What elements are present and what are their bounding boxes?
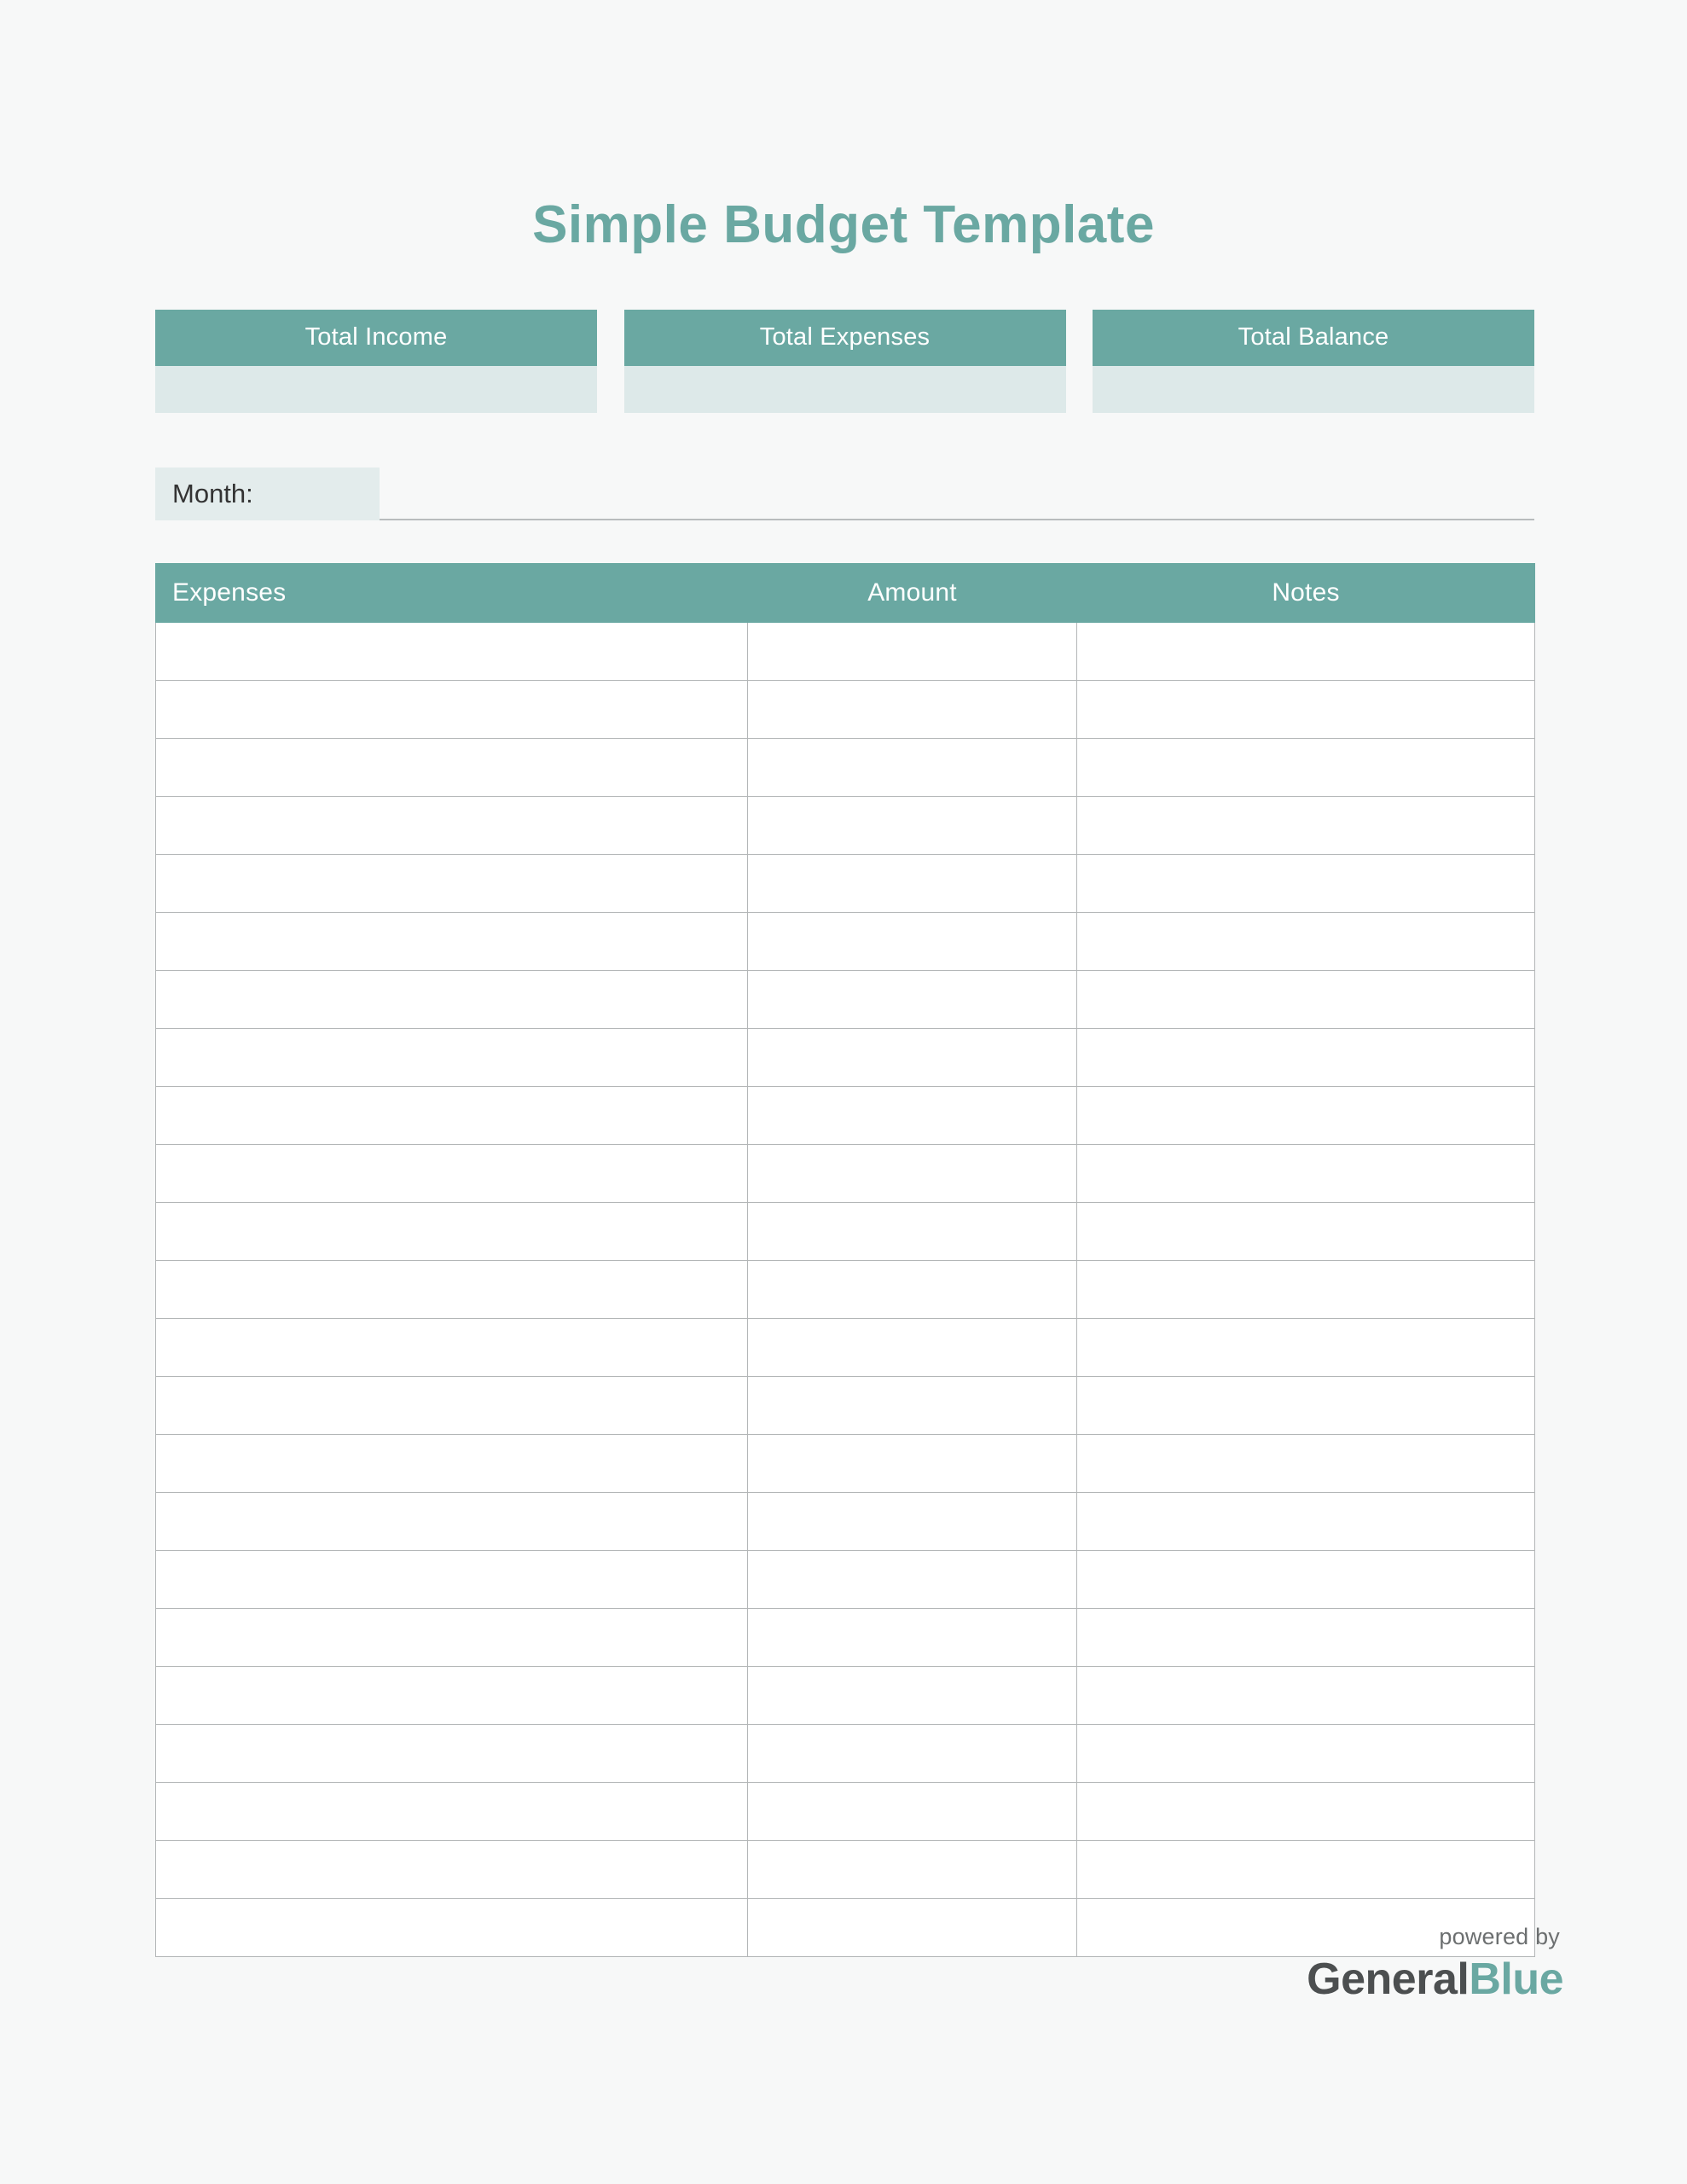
cell-amount[interactable]: [748, 1203, 1077, 1261]
cell-expenses[interactable]: [156, 1087, 748, 1145]
cell-expenses[interactable]: [156, 739, 748, 797]
month-label: Month:: [155, 468, 380, 520]
page-title: Simple Budget Template: [532, 195, 1155, 254]
cell-notes[interactable]: [1077, 1667, 1535, 1725]
cell-expenses[interactable]: [156, 1725, 748, 1783]
total-expenses-value[interactable]: [624, 366, 1066, 413]
cell-expenses[interactable]: [156, 681, 748, 739]
cell-notes[interactable]: [1077, 913, 1535, 971]
cell-expenses[interactable]: [156, 855, 748, 913]
cell-notes[interactable]: [1077, 1435, 1535, 1493]
cell-notes[interactable]: [1077, 739, 1535, 797]
cell-notes[interactable]: [1077, 1377, 1535, 1435]
table-row: [156, 1261, 1535, 1319]
cell-expenses[interactable]: [156, 1261, 748, 1319]
cell-notes[interactable]: [1077, 971, 1535, 1029]
cell-amount[interactable]: [748, 971, 1077, 1029]
table-row: [156, 1841, 1535, 1899]
cell-expenses[interactable]: [156, 1841, 748, 1899]
table-header-row: [156, 564, 1535, 623]
cell-notes[interactable]: [1077, 623, 1535, 681]
table-row: [156, 1493, 1535, 1551]
table-row: [156, 855, 1535, 913]
powered-by-label: powered by: [1439, 1924, 1560, 1949]
cell-amount[interactable]: [748, 1609, 1077, 1667]
cell-notes[interactable]: [1077, 1319, 1535, 1377]
cell-amount[interactable]: [748, 623, 1077, 681]
cell-expenses[interactable]: [156, 1145, 748, 1203]
cell-amount[interactable]: [748, 1029, 1077, 1087]
summary-section: [155, 310, 1534, 413]
cell-expenses[interactable]: [156, 1551, 748, 1609]
cell-amount[interactable]: [748, 1493, 1077, 1551]
cell-amount[interactable]: [748, 1899, 1077, 1957]
table-row: [156, 1087, 1535, 1145]
cell-amount[interactable]: [748, 1087, 1077, 1145]
summary-card-total-balance: [1093, 310, 1534, 413]
table-row: [156, 797, 1535, 855]
cell-amount[interactable]: [748, 855, 1077, 913]
footer-logo: [1307, 1924, 1563, 2005]
cell-expenses[interactable]: [156, 1435, 748, 1493]
cell-notes[interactable]: [1077, 1609, 1535, 1667]
cell-amount[interactable]: [748, 1145, 1077, 1203]
cell-expenses[interactable]: [156, 1609, 748, 1667]
cell-notes[interactable]: [1077, 1783, 1535, 1841]
cell-notes[interactable]: [1077, 1551, 1535, 1609]
total-income-label: Total Income: [155, 310, 597, 366]
cell-notes[interactable]: [1077, 681, 1535, 739]
table-row: [156, 913, 1535, 971]
brand-name: [1307, 1954, 1563, 2005]
cell-amount[interactable]: [748, 1783, 1077, 1841]
cell-amount[interactable]: [748, 681, 1077, 739]
table-row: [156, 681, 1535, 739]
table-row: [156, 739, 1535, 797]
cell-expenses[interactable]: [156, 1899, 748, 1957]
cell-amount[interactable]: [748, 1319, 1077, 1377]
cell-notes[interactable]: [1077, 1261, 1535, 1319]
cell-amount[interactable]: [748, 1435, 1077, 1493]
table-row: [156, 1029, 1535, 1087]
cell-amount[interactable]: [748, 1377, 1077, 1435]
table-row: [156, 1551, 1535, 1609]
table-row: [156, 1319, 1535, 1377]
cell-amount[interactable]: [748, 1551, 1077, 1609]
table-row: [156, 1377, 1535, 1435]
cell-expenses[interactable]: [156, 913, 748, 971]
table-row: [156, 1435, 1535, 1493]
cell-notes[interactable]: [1077, 1087, 1535, 1145]
cell-amount[interactable]: [748, 1667, 1077, 1725]
column-header-expenses: Expenses: [156, 564, 748, 623]
total-expenses-label: Total Expenses: [624, 310, 1066, 366]
table-row: [156, 1609, 1535, 1667]
cell-notes[interactable]: [1077, 1841, 1535, 1899]
summary-card-total-income: [155, 310, 597, 413]
cell-notes[interactable]: [1077, 855, 1535, 913]
cell-notes[interactable]: [1077, 1203, 1535, 1261]
cell-expenses[interactable]: [156, 1783, 748, 1841]
table-row: [156, 971, 1535, 1029]
cell-amount[interactable]: [748, 913, 1077, 971]
expenses-table-header: [156, 564, 1535, 623]
cell-expenses[interactable]: [156, 1377, 748, 1435]
table-row: [156, 1783, 1535, 1841]
cell-notes[interactable]: [1077, 1725, 1535, 1783]
cell-expenses[interactable]: [156, 1319, 748, 1377]
cell-amount[interactable]: [748, 739, 1077, 797]
table-row: [156, 1203, 1535, 1261]
table-row: [156, 1145, 1535, 1203]
brand-name-blue: Blue: [1469, 1955, 1563, 2004]
cell-notes[interactable]: [1077, 1493, 1535, 1551]
expenses-table: [155, 563, 1535, 1957]
cell-expenses[interactable]: [156, 1667, 748, 1725]
cell-expenses[interactable]: [156, 971, 748, 1029]
cell-notes[interactable]: [1077, 1145, 1535, 1203]
summary-card-total-expenses: [624, 310, 1066, 413]
total-balance-label: Total Balance: [1093, 310, 1534, 366]
cell-expenses[interactable]: [156, 797, 748, 855]
cell-amount[interactable]: [748, 797, 1077, 855]
cell-notes[interactable]: [1077, 797, 1535, 855]
month-row: [155, 468, 1534, 520]
table-row: [156, 623, 1535, 681]
cell-expenses[interactable]: [156, 1493, 748, 1551]
table-row: [156, 1725, 1535, 1783]
brand-name-general: General: [1307, 1955, 1470, 2004]
month-input[interactable]: [380, 468, 1534, 520]
cell-expenses[interactable]: [156, 1029, 748, 1087]
cell-amount[interactable]: [748, 1725, 1077, 1783]
expenses-table-body: [156, 623, 1535, 1957]
total-income-value[interactable]: [155, 366, 597, 413]
cell-expenses[interactable]: [156, 1203, 748, 1261]
cell-amount[interactable]: [748, 1841, 1077, 1899]
cell-expenses[interactable]: [156, 623, 748, 681]
column-header-notes: Notes: [1077, 564, 1535, 623]
cell-amount[interactable]: [748, 1261, 1077, 1319]
column-header-amount: Amount: [748, 564, 1077, 623]
cell-notes[interactable]: [1077, 1029, 1535, 1087]
total-balance-value[interactable]: [1093, 366, 1534, 413]
table-row: [156, 1667, 1535, 1725]
